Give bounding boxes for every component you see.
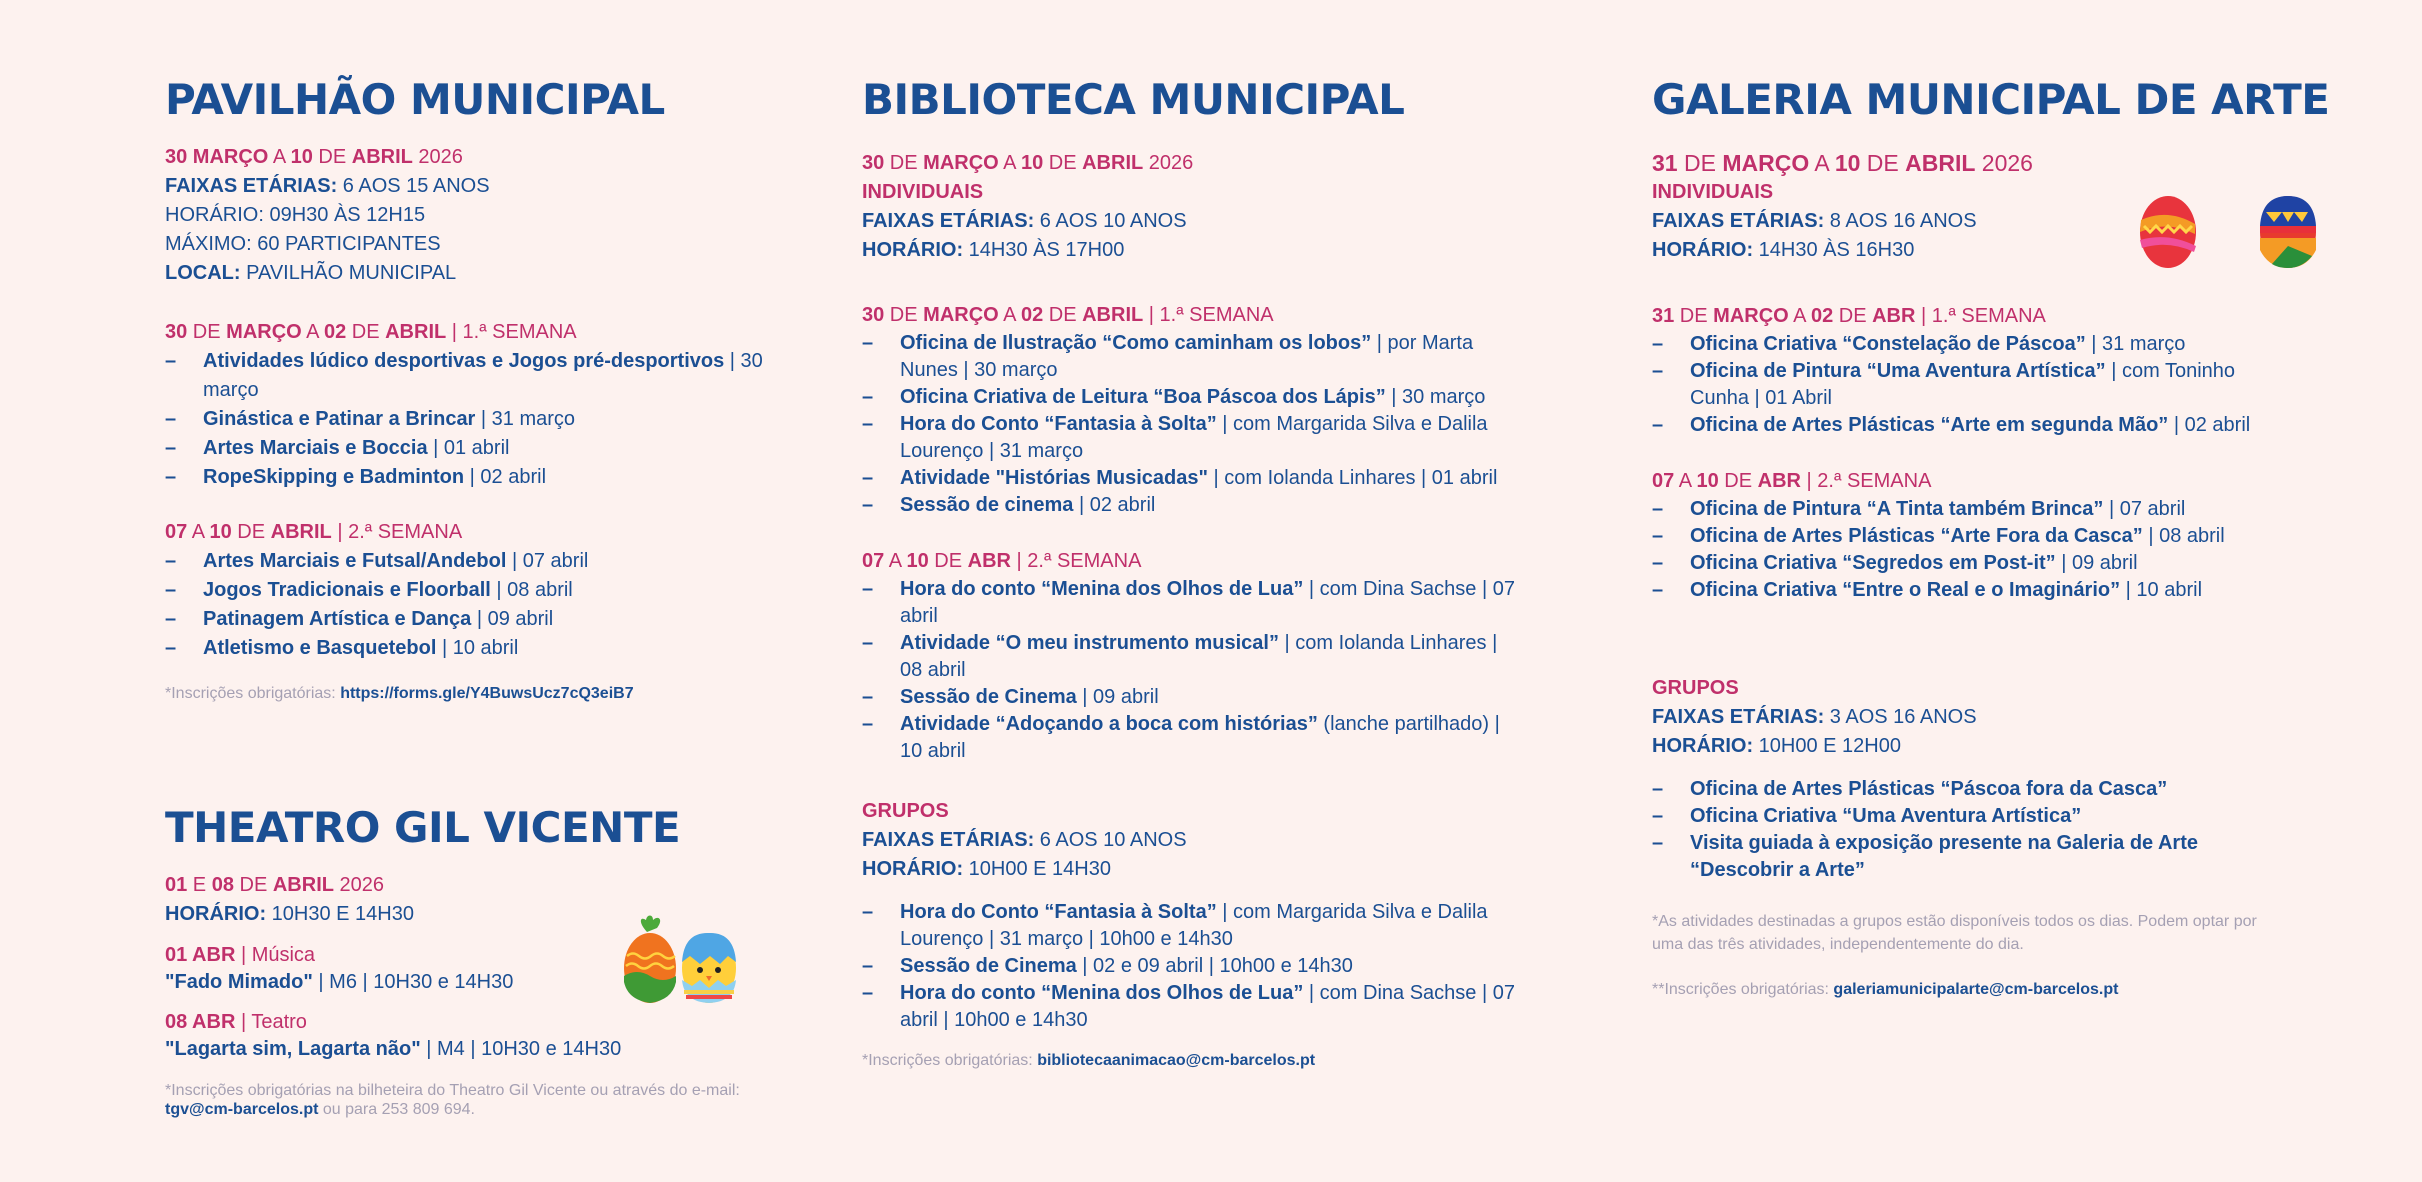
faixas-label: FAIXAS ETÁRIAS:	[165, 175, 338, 197]
list-item	[862, 465, 1502, 492]
week2-heading	[165, 518, 805, 547]
week-label: | 2.ª SEMANA	[1801, 470, 1932, 492]
week-label: | 1.ª SEMANA	[1915, 305, 2046, 327]
list-item	[165, 463, 805, 492]
activity-list	[165, 347, 805, 492]
activity-title: RopeSkipping e Badminton	[203, 466, 465, 488]
activity-date: | com Toninho Cunha | 01 Abril	[1690, 360, 2236, 409]
date-part: A	[268, 146, 291, 168]
faixas-label: FAIXAS ETÁRIAS:	[1652, 706, 1825, 728]
pavilhao-local	[165, 259, 490, 288]
date-part: A	[1809, 150, 1835, 176]
list-item	[165, 634, 805, 663]
activity-date: | 07 abril	[506, 550, 589, 572]
activity-date: | com Margarida Silva e Dalila Lourenço | 31 março | 10h00 e 14h30	[900, 901, 1488, 950]
list-item	[862, 411, 1502, 465]
pavilhao-maximo: MÁXIMO: 60 PARTICIPANTES	[165, 233, 441, 255]
event-day: 08 ABR	[165, 1011, 236, 1033]
email-link[interactable]: tgv@cm-barcelos.pt	[165, 1101, 319, 1118]
activity-title: Patinagem Artística e Dança	[203, 608, 472, 630]
galeria-date	[1652, 149, 2033, 178]
faixas-value: 6 AOS 10 ANOS	[1034, 829, 1187, 851]
activity-date: | 09 abril	[2055, 552, 2138, 574]
biblioteca-faixas	[862, 207, 1193, 236]
date-part: ABR	[1872, 305, 1916, 327]
activity-title: Sessão de cinema	[900, 494, 1074, 516]
email-link[interactable]: galeriamunicipalarte@cm-barcelos.pt	[1833, 981, 2119, 998]
pavilhao-date	[165, 143, 490, 172]
list-item	[1652, 358, 2272, 412]
activity-date: | 02 e 09 abril | 10h00 e 14h30	[1076, 955, 1353, 977]
list-item	[1652, 550, 2292, 577]
date-part: DE	[1043, 152, 1083, 174]
faixas-value: 6 AOS 10 ANOS	[1034, 210, 1187, 232]
date-part: A	[1674, 470, 1697, 492]
activity-title: Oficina de Artes Plásticas “Páscoa fora da Casca”	[1690, 778, 2168, 800]
grupos-activity-list	[862, 899, 1542, 1034]
activity-date: | 31 março	[475, 408, 576, 430]
date-part: ABRIL	[1082, 152, 1144, 174]
activity-date: | 08 abril	[2142, 525, 2225, 547]
note-text: ou para 253 809 694.	[318, 1101, 475, 1118]
activity-title: Oficina Criativa de Leitura “Boa Páscoa dos Lápis”	[900, 386, 1386, 408]
note-text: **Inscrições obrigatórias:	[1652, 981, 1834, 998]
activity-title: Sessão de Cinema	[900, 686, 1077, 708]
date-part: ABRIL	[272, 874, 334, 896]
week-label: | 1.ª SEMANA	[1143, 304, 1274, 326]
biblioteca-info	[862, 149, 1193, 265]
activity-list	[862, 576, 1522, 765]
list-item	[862, 899, 1542, 953]
date-part: A	[301, 321, 324, 343]
activity-date: | 02 abril	[464, 466, 547, 488]
list-item	[165, 547, 805, 576]
list-item	[165, 347, 805, 405]
event-detail	[165, 1037, 621, 1062]
date-part: 10	[1696, 470, 1719, 492]
individuais-heading: INDIVIDUAIS	[862, 181, 984, 203]
faixas-value: 6 AOS 15 ANOS	[337, 175, 490, 197]
date-part: 2026	[333, 874, 385, 896]
activity-date: | por Marta Nunes | 30 março	[900, 332, 1474, 381]
activity-date: | 09 abril	[1076, 686, 1159, 708]
activity-title: Oficina de Artes Plásticas “Arte em segunda Mão”	[1690, 414, 2169, 436]
local-value: PAVILHÃO MUNICIPAL	[240, 262, 457, 284]
galeria-faixas	[1652, 207, 2033, 236]
date-part: 31	[1652, 150, 1678, 176]
week1-heading	[862, 301, 1542, 330]
activity-date: | com Margarida Silva e Dalila Lourenço | 31 março	[900, 413, 1488, 462]
easter-eggs-illustration	[620, 912, 740, 1008]
date-part: DE	[187, 321, 227, 343]
email-link[interactable]: bibliotecaanimacao@cm-barcelos.pt	[1037, 1052, 1316, 1069]
list-item	[165, 576, 805, 605]
date-part: MARÇO	[923, 152, 999, 174]
activity-list	[1652, 331, 2272, 439]
list-item	[862, 330, 1502, 384]
date-part: ABR	[967, 550, 1011, 572]
activity-list	[165, 547, 805, 663]
activity-title: Oficina Criativa “Entre o Real e o Imaginário”	[1690, 579, 2121, 601]
horario-label: HORÁRIO:	[1652, 735, 1754, 757]
activity-title: Oficina Criativa “Constelação de Páscoa”	[1690, 333, 2086, 355]
grupos-horario	[1652, 732, 1977, 761]
list-item	[1652, 523, 2292, 550]
horario-value: 10H00 E 12H00	[1753, 735, 1901, 757]
date-part: 30 MARÇO	[165, 146, 269, 168]
date-part: MARÇO	[1722, 150, 1810, 176]
activity-title: Hora do Conto “Fantasia à Solta”	[900, 901, 1217, 923]
date-part: DE	[312, 146, 352, 168]
event-date	[165, 1008, 621, 1037]
date-part: 10	[1834, 150, 1861, 176]
activity-date: | 02 abril	[2168, 414, 2251, 436]
pavilhao-info	[165, 143, 490, 288]
activity-date: | com Iolanda Linhares | 01 abril	[1207, 467, 1498, 489]
list-item	[862, 953, 1542, 980]
event-info: | M6 | 10H30 e 14H30	[312, 971, 514, 993]
week-label: | 2.ª SEMANA	[1011, 550, 1142, 572]
list-item	[862, 384, 1502, 411]
week1-heading	[165, 318, 805, 347]
week-label: | 2.ª SEMANA	[331, 521, 463, 543]
list-item	[165, 605, 805, 634]
date-part: 10	[906, 550, 929, 572]
pavilhao-week1	[165, 318, 805, 492]
date-part: 10	[1020, 152, 1044, 174]
date-part: ABRIL	[270, 521, 332, 543]
activity-title: Hora do Conto “Fantasia à Solta”	[900, 413, 1217, 435]
date-part: DE	[233, 874, 273, 896]
date-part: DE	[884, 152, 924, 174]
date-part: DE	[346, 321, 386, 343]
week1-heading	[1652, 302, 2312, 331]
activity-date: | com Dina Sachse | 07 abril	[900, 578, 1515, 627]
individuais-heading: INDIVIDUAIS	[1652, 181, 1774, 203]
list-item	[165, 405, 805, 434]
activity-date: | 01 abril	[427, 437, 510, 459]
list-item	[1652, 331, 2272, 358]
date-part: ABRIL	[1082, 304, 1144, 326]
galeria-grupos	[1652, 674, 1977, 761]
date-part: 30	[165, 321, 188, 343]
activity-date: | 10 abril	[436, 637, 519, 659]
date-part: DE	[884, 304, 924, 326]
activity-title: Atividades lúdico desportivas e Jogos pré-desportivos	[203, 350, 725, 372]
date-part: MARÇO	[226, 321, 302, 343]
activity-title: Sessão de Cinema	[900, 955, 1077, 977]
activity-title: Atletismo e Basquetebol	[203, 637, 437, 659]
note-text: *Inscrições obrigatórias na bilheteira do Theatro Gil Vicente ou através do e-mail:	[165, 1082, 740, 1099]
date-part: 2026	[1975, 150, 2033, 176]
easter-eggs-decoration	[2132, 190, 2332, 272]
list-item	[1652, 830, 2292, 884]
date-part: 01	[165, 874, 188, 896]
activity-title: Oficina de Ilustração “Como caminham os lobos”	[900, 332, 1372, 354]
list-item	[1652, 496, 2292, 523]
list-item	[862, 980, 1542, 1034]
date-part: ABRIL	[1905, 150, 1976, 176]
activity-title: Atividade “O meu instrumento musical”	[900, 632, 1279, 654]
date-part: 02	[1020, 304, 1044, 326]
date-part: A	[187, 521, 210, 543]
date-part: DE	[1718, 470, 1758, 492]
date-part: A	[1788, 305, 1811, 327]
activity-title: Oficina Criativa “Uma Aventura Artística”	[1690, 805, 2082, 827]
pavilhao-title: PAVILHÃO MUNICIPAL	[165, 75, 665, 124]
pavilhao-note	[165, 684, 634, 703]
date-part: DE	[928, 550, 968, 572]
event-title: "Lagarta sim, Lagarta não"	[165, 1038, 421, 1060]
date-part: 10	[209, 521, 232, 543]
list-item	[1652, 803, 2292, 830]
date-part: 02	[1810, 305, 1834, 327]
activity-date: | com Dina Sachse | 07 abril | 10h00 e 14h30	[900, 982, 1515, 1031]
date-part: 2026	[1143, 152, 1194, 174]
date-part: 02	[323, 321, 347, 343]
theatro-title: THEATRO GIL VICENTE	[165, 803, 681, 852]
activity-title: Jogos Tradicionais e Floorball	[203, 579, 491, 601]
pavilhao-faixas	[165, 172, 490, 201]
registration-link[interactable]: https://forms.gle/Y4BuwsUcz7cQ3eiB7	[340, 685, 634, 702]
galeria-week2	[1652, 467, 2312, 604]
grupos-activity-list	[1652, 776, 2292, 884]
date-part: MARÇO	[1713, 305, 1789, 327]
pavilhao-week2	[165, 518, 805, 663]
activity-title: Ginástica e Patinar a Brincar	[203, 408, 476, 430]
event-detail	[165, 970, 513, 995]
list-item	[862, 630, 1522, 684]
galeria-info	[1652, 149, 2033, 265]
event-day: 01 ABR	[165, 944, 236, 966]
activity-title: Visita guiada à exposição presente na Galeria de Arte “Descobrir a Arte”	[1690, 832, 2198, 881]
activity-title: Atividade “Adoçando a boca com histórias”	[900, 713, 1318, 735]
list-item	[165, 434, 805, 463]
activity-title: Artes Marciais e Futsal/Andebol	[203, 550, 507, 572]
pavilhao-horario: HORÁRIO: 09H30 ÀS 12H15	[165, 204, 426, 226]
note-text: *Inscrições obrigatórias:	[165, 685, 341, 702]
activity-date: | 08 abril	[490, 579, 573, 601]
date-part: A	[998, 152, 1021, 174]
date-part: 08	[211, 874, 234, 896]
activity-title: Hora do conto “Menina dos Olhos de Lua”	[900, 578, 1304, 600]
patterned-egg-icon	[2260, 196, 2316, 268]
date-part: ABRIL	[385, 321, 447, 343]
activity-date: | 30 março	[1385, 386, 1486, 408]
list-item	[862, 576, 1522, 630]
activity-title: Oficina de Artes Plásticas “Arte Fora da Casca”	[1690, 525, 2143, 547]
horario-value: 10H00 E 14H30	[963, 858, 1111, 880]
horario-label: HORÁRIO:	[862, 239, 964, 261]
date-part: 2026	[412, 146, 463, 168]
date-part: A	[998, 304, 1021, 326]
date-part: 10	[290, 146, 313, 168]
activity-date: (lanche partilhado) | 10 abril	[900, 713, 1500, 762]
local-label: LOCAL:	[165, 262, 241, 284]
horario-label: HORÁRIO:	[1652, 239, 1754, 261]
activity-list	[862, 330, 1502, 519]
biblioteca-note	[862, 1051, 1315, 1070]
date-part: DE	[231, 521, 271, 543]
week-label: | 1.ª SEMANA	[446, 321, 577, 343]
galeria-title: GALERIA MUNICIPAL DE ARTE	[1652, 75, 2330, 124]
biblioteca-title: BIBLIOTECA MUNICIPAL	[862, 75, 1405, 124]
activity-date: | 30 março	[203, 350, 763, 401]
date-part: MARÇO	[923, 304, 999, 326]
galeria-note-2	[1652, 980, 2118, 999]
date-part: ABR	[1757, 470, 1801, 492]
horario-value: 14H30 ÀS 16H30	[1753, 239, 1915, 261]
biblioteca-date	[862, 149, 1193, 178]
horario-label: HORÁRIO:	[862, 858, 964, 880]
galeria-horario	[1652, 236, 2033, 265]
biblioteca-week1	[862, 301, 1542, 519]
faixas-value: 8 AOS 16 ANOS	[1824, 210, 1977, 232]
horario-value: 10H30 E 14H30	[266, 903, 414, 925]
activity-date: | 07 abril	[2103, 498, 2186, 520]
activity-list	[1652, 496, 2292, 604]
event-title: "Fado Mimado"	[165, 971, 313, 993]
faixas-value: 3 AOS 16 ANOS	[1824, 706, 1977, 728]
theatro-note	[165, 1081, 805, 1119]
list-item	[862, 684, 1522, 711]
theatro-horario	[165, 900, 414, 929]
horario-value: 14H30 ÀS 17H00	[963, 239, 1125, 261]
grupos-horario	[862, 855, 1187, 884]
date-part: A	[884, 550, 907, 572]
activity-title: Oficina de Pintura “A Tinta também Brinca”	[1690, 498, 2104, 520]
list-item	[1652, 577, 2292, 604]
biblioteca-horario	[862, 236, 1193, 265]
grupos-heading: GRUPOS	[862, 800, 949, 822]
event-type: | Música	[235, 944, 316, 966]
faixas-label: FAIXAS ETÁRIAS:	[1652, 210, 1825, 232]
activity-title: Hora do conto “Menina dos Olhos de Lua”	[900, 982, 1304, 1004]
striped-egg-icon	[2140, 196, 2196, 268]
theatro-info	[165, 871, 414, 929]
date-part: DE	[1674, 305, 1714, 327]
activity-date: | com Iolanda Linhares | 08 abril	[900, 632, 1498, 681]
faixas-label: FAIXAS ETÁRIAS:	[862, 829, 1035, 851]
theatro-event-2	[165, 1008, 621, 1062]
activity-title: Artes Marciais e Boccia	[203, 437, 428, 459]
list-item	[1652, 776, 2292, 803]
date-part: 31	[1652, 305, 1675, 327]
chick-egg-icon	[682, 933, 736, 1003]
date-part: 30	[862, 304, 885, 326]
note-text: *Inscrições obrigatórias:	[862, 1052, 1038, 1069]
faixas-label: FAIXAS ETÁRIAS:	[862, 210, 1035, 232]
horario-label: HORÁRIO:	[165, 903, 267, 925]
week2-heading	[862, 547, 1542, 576]
carrot-egg-icon	[624, 916, 676, 1004]
event-date	[165, 941, 513, 970]
event-type: | Teatro	[235, 1011, 307, 1033]
event-info: | M4 | 10H30 e 14H30	[420, 1038, 622, 1060]
activity-title: Oficina Criativa “Segredos em Post-it”	[1690, 552, 2056, 574]
date-part: 07	[862, 550, 885, 572]
grupos-faixas	[862, 826, 1187, 855]
date-part: 07	[165, 521, 188, 543]
activity-title: Oficina de Pintura “Uma Aventura Artística”	[1690, 360, 2106, 382]
list-item	[862, 492, 1502, 519]
grupos-faixas	[1652, 703, 1977, 732]
date-part: DE	[1677, 150, 1723, 176]
theatro-date	[165, 871, 414, 900]
date-part: DE	[1043, 304, 1083, 326]
activity-date: | 02 abril	[1073, 494, 1156, 516]
week2-heading	[1652, 467, 2312, 496]
date-part: 07	[1652, 470, 1675, 492]
grupos-heading: GRUPOS	[1652, 677, 1739, 699]
date-part: ABRIL	[351, 146, 413, 168]
date-part: DE	[1833, 305, 1873, 327]
activity-date: | 31 março	[2085, 333, 2186, 355]
date-part: DE	[1860, 150, 1906, 176]
theatro-event-1	[165, 941, 513, 995]
biblioteca-week2	[862, 547, 1542, 765]
biblioteca-grupos	[862, 797, 1187, 884]
date-part: 30	[862, 152, 885, 174]
activity-date: | 10 abril	[2120, 579, 2203, 601]
galeria-week1	[1652, 302, 2312, 439]
list-item	[862, 711, 1522, 765]
galeria-note-1: *As atividades destinadas a grupos estão disponíveis todos os dias. Podem optar por uma das três atividades, independentemente do dia.	[1652, 913, 2257, 953]
activity-title: Atividade "Histórias Musicadas"	[900, 467, 1208, 489]
list-item	[1652, 412, 2272, 439]
activity-date: | 09 abril	[471, 608, 554, 630]
date-part: E	[187, 874, 212, 896]
